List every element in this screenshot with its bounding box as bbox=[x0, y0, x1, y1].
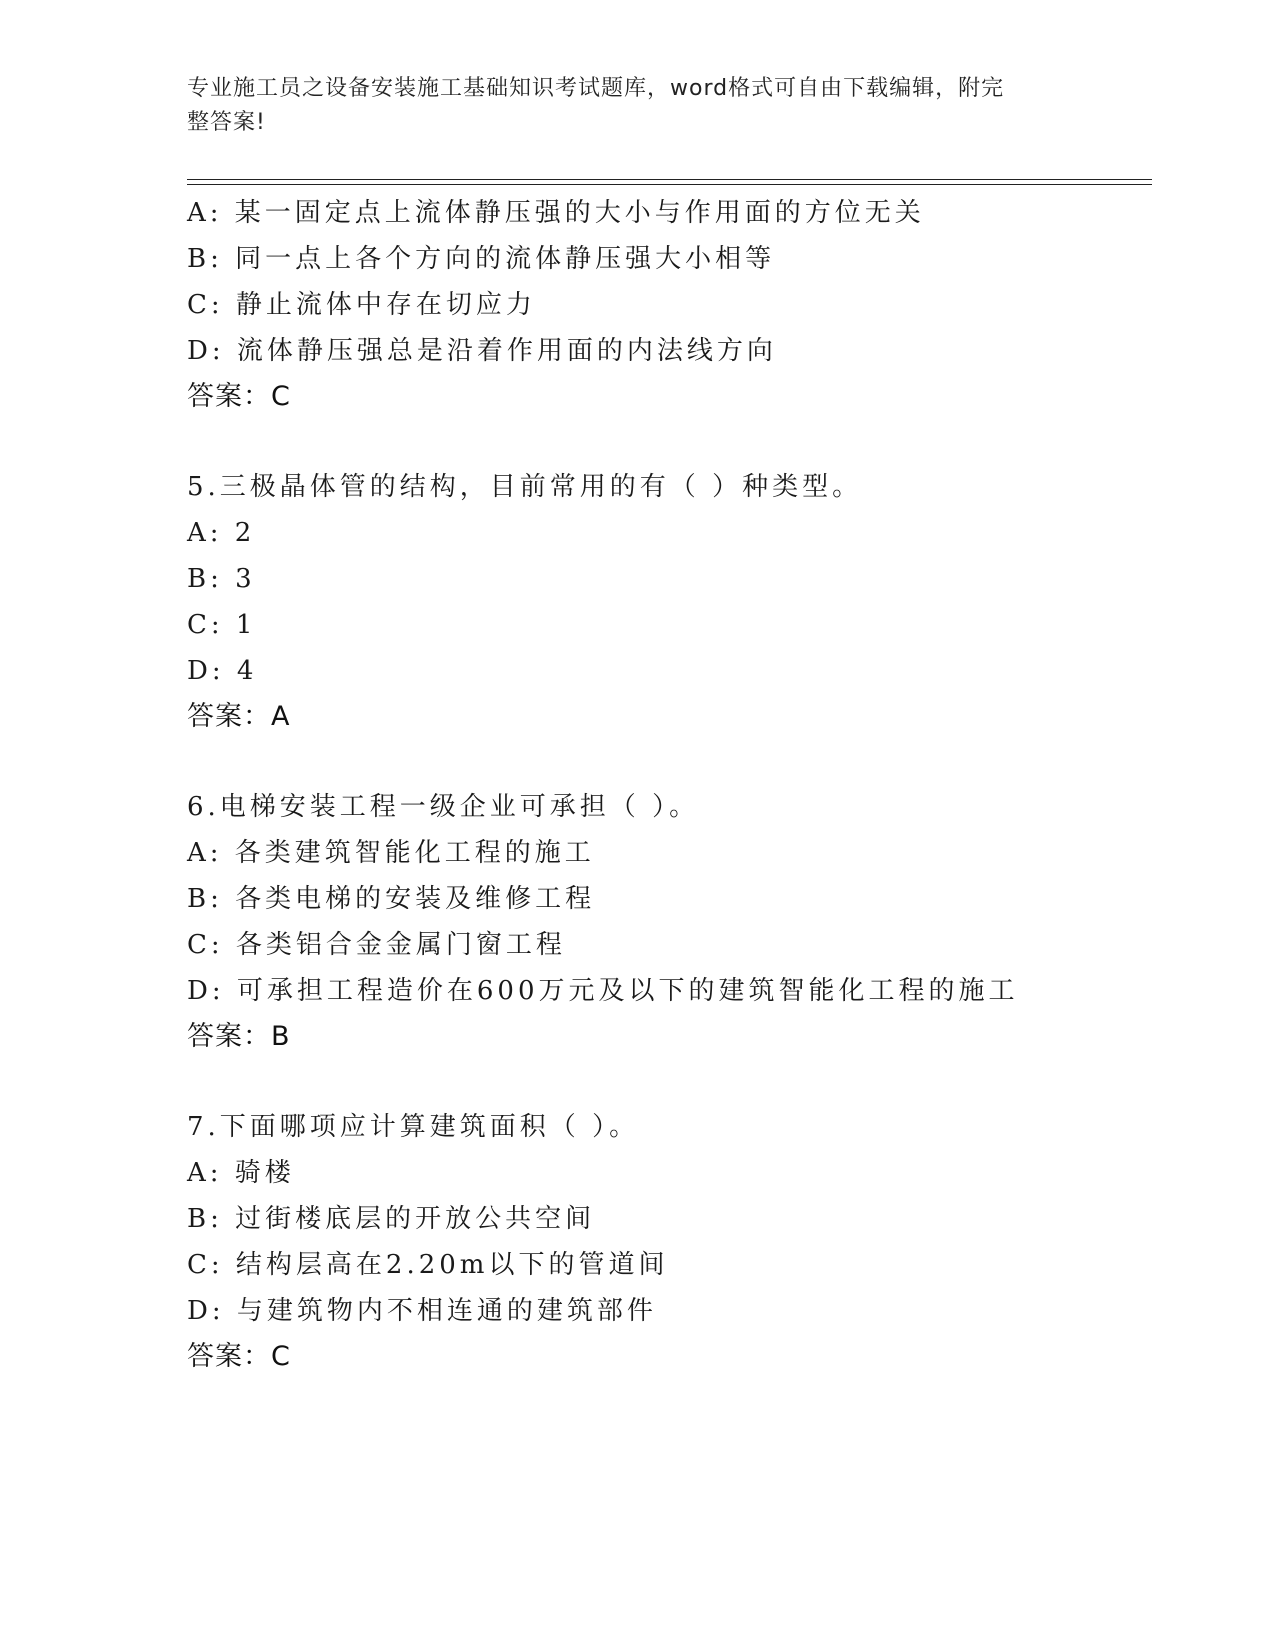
answer-line: 答案：C bbox=[187, 1341, 291, 1372]
spacer bbox=[187, 1060, 1167, 1104]
option-b: B: 过街楼底层的开放公共空间 bbox=[187, 1204, 596, 1234]
spacer bbox=[187, 420, 1167, 464]
answer-line: 答案：C bbox=[187, 381, 291, 412]
option-d: D: 4 bbox=[187, 656, 258, 686]
answer-line: 答案：B bbox=[187, 1021, 291, 1052]
option-d: D: 与建筑物内不相连通的建筑部件 bbox=[187, 1296, 657, 1326]
option-a: A: 各类建筑智能化工程的施工 bbox=[187, 838, 595, 868]
option-b: B: 3 bbox=[187, 564, 256, 594]
header-divider-bottom bbox=[187, 184, 1152, 185]
option-c: C: 1 bbox=[187, 610, 257, 640]
option-a: A: 骑楼 bbox=[187, 1158, 295, 1188]
question-stem: 6.电梯安装工程一级企业可承担（ ）。 bbox=[187, 792, 700, 822]
option-a: A: 某一固定点上流体静压强的大小与作用面的方位无关 bbox=[187, 198, 925, 228]
option-c: C: 各类铝合金金属门窗工程 bbox=[187, 930, 566, 960]
option-d: D: 可承担工程造价在600万元及以下的建筑智能化工程的施工 bbox=[187, 976, 1019, 1006]
header-line-1: 专业施工员之设备安装施工基础知识考试题库，word格式可自由下载编辑，附完 bbox=[187, 76, 1005, 101]
question-list bbox=[187, 190, 1167, 1380]
option-a: A: 2 bbox=[187, 518, 256, 548]
question-block-4 bbox=[187, 190, 1167, 420]
question-block-5 bbox=[187, 464, 1167, 740]
answer-line: 答案：A bbox=[187, 701, 291, 732]
option-b: B: 同一点上各个方向的流体静压强大小相等 bbox=[187, 244, 776, 274]
question-block-7 bbox=[187, 1104, 1167, 1380]
option-c: C: 结构层高在2.20m以下的管道间 bbox=[187, 1250, 669, 1280]
document-header bbox=[187, 72, 1067, 140]
header-line-2: 整答案! bbox=[187, 110, 266, 135]
option-c: C: 静止流体中存在切应力 bbox=[187, 290, 536, 320]
question-stem: 5.三极晶体管的结构，目前常用的有（ ）种类型。 bbox=[187, 472, 863, 502]
option-b: B: 各类电梯的安装及维修工程 bbox=[187, 884, 596, 914]
option-d: D: 流体静压强总是沿着作用面的内法线方向 bbox=[187, 336, 777, 366]
header-divider-top bbox=[187, 179, 1152, 180]
question-stem: 7.下面哪项应计算建筑面积（ ）。 bbox=[187, 1112, 640, 1142]
question-block-6 bbox=[187, 784, 1167, 1060]
spacer bbox=[187, 740, 1167, 784]
